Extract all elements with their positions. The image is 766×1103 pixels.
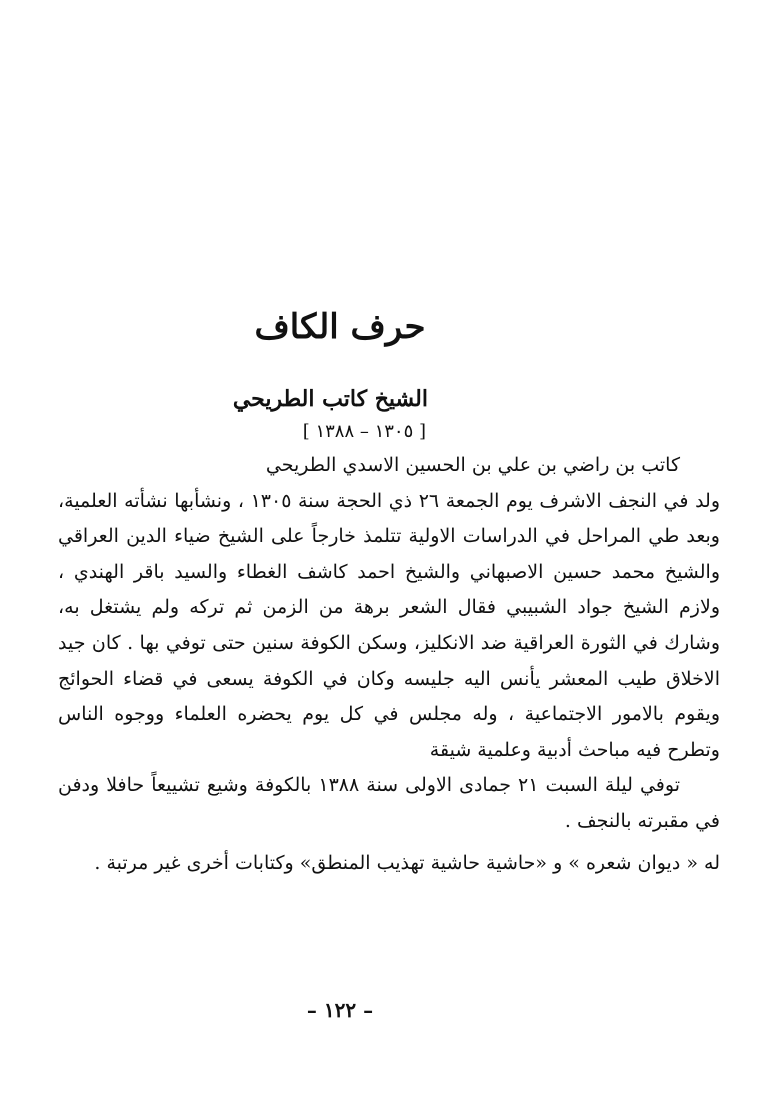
entry-name: الشيخ كاتب الطريحي [232,386,428,412]
entry-dates: [ ١٣٠٥ – ١٣٨٨ ] [302,421,426,442]
paragraph-works: له « ديوان شعره » و «حاشية حاشية تهذيب المنطق» وكتابات أخرى غير مرتبة . [94,851,720,874]
paragraph-biography: ولد في النجف الاشرف يوم الجمعة ٢٦ ذي الحجة سنة ١٣٠٥ ، ونشأبها نشأته العلمية، وبعد طي المراحل في الدراسات الاولية تتلمذ خارجاً على الشيخ ضياء الدين العراقي والشيخ محمد حسين الاصبهاني والشيخ احمد كاشف الغطاء والسيد باقر الهندي ، ولازم الشيخ جواد الشبيبي فقال الشعر برهة من الزمن ثم تركه ولم يشتغل به، وشارك في الثورة العراقية ضد الانكليز، وسكن الكوفة سنين حتى توفي بها . كان جيد الاخلاق طيب المعشر يأنس اليه جليسه وكان في الكوفة يسعى في قضاء الحوائج ويقوم بالامور الاجتماعية ، وله مجلس في كل يوم يحضره العلماء ووجوه الناس وتطرح فيه مباحث أدبية وعلمية شيقة [58,489,720,761]
paragraph-death: توفي ليلة السبت ٢١ جمادى الاولى سنة ١٣٨٨ بالكوفة وشيع تشييعاً حافلا ودفن في مقبرته بالنجف . [58,774,720,832]
paragraph-lineage: كاتب بن راضي بن علي بن الحسين الاسدي الطريحي [265,454,680,476]
entry-body [58,448,720,881]
page-number: – ١٢٢ – [306,998,374,1022]
chapter-title: حرف الكاف [254,307,426,347]
